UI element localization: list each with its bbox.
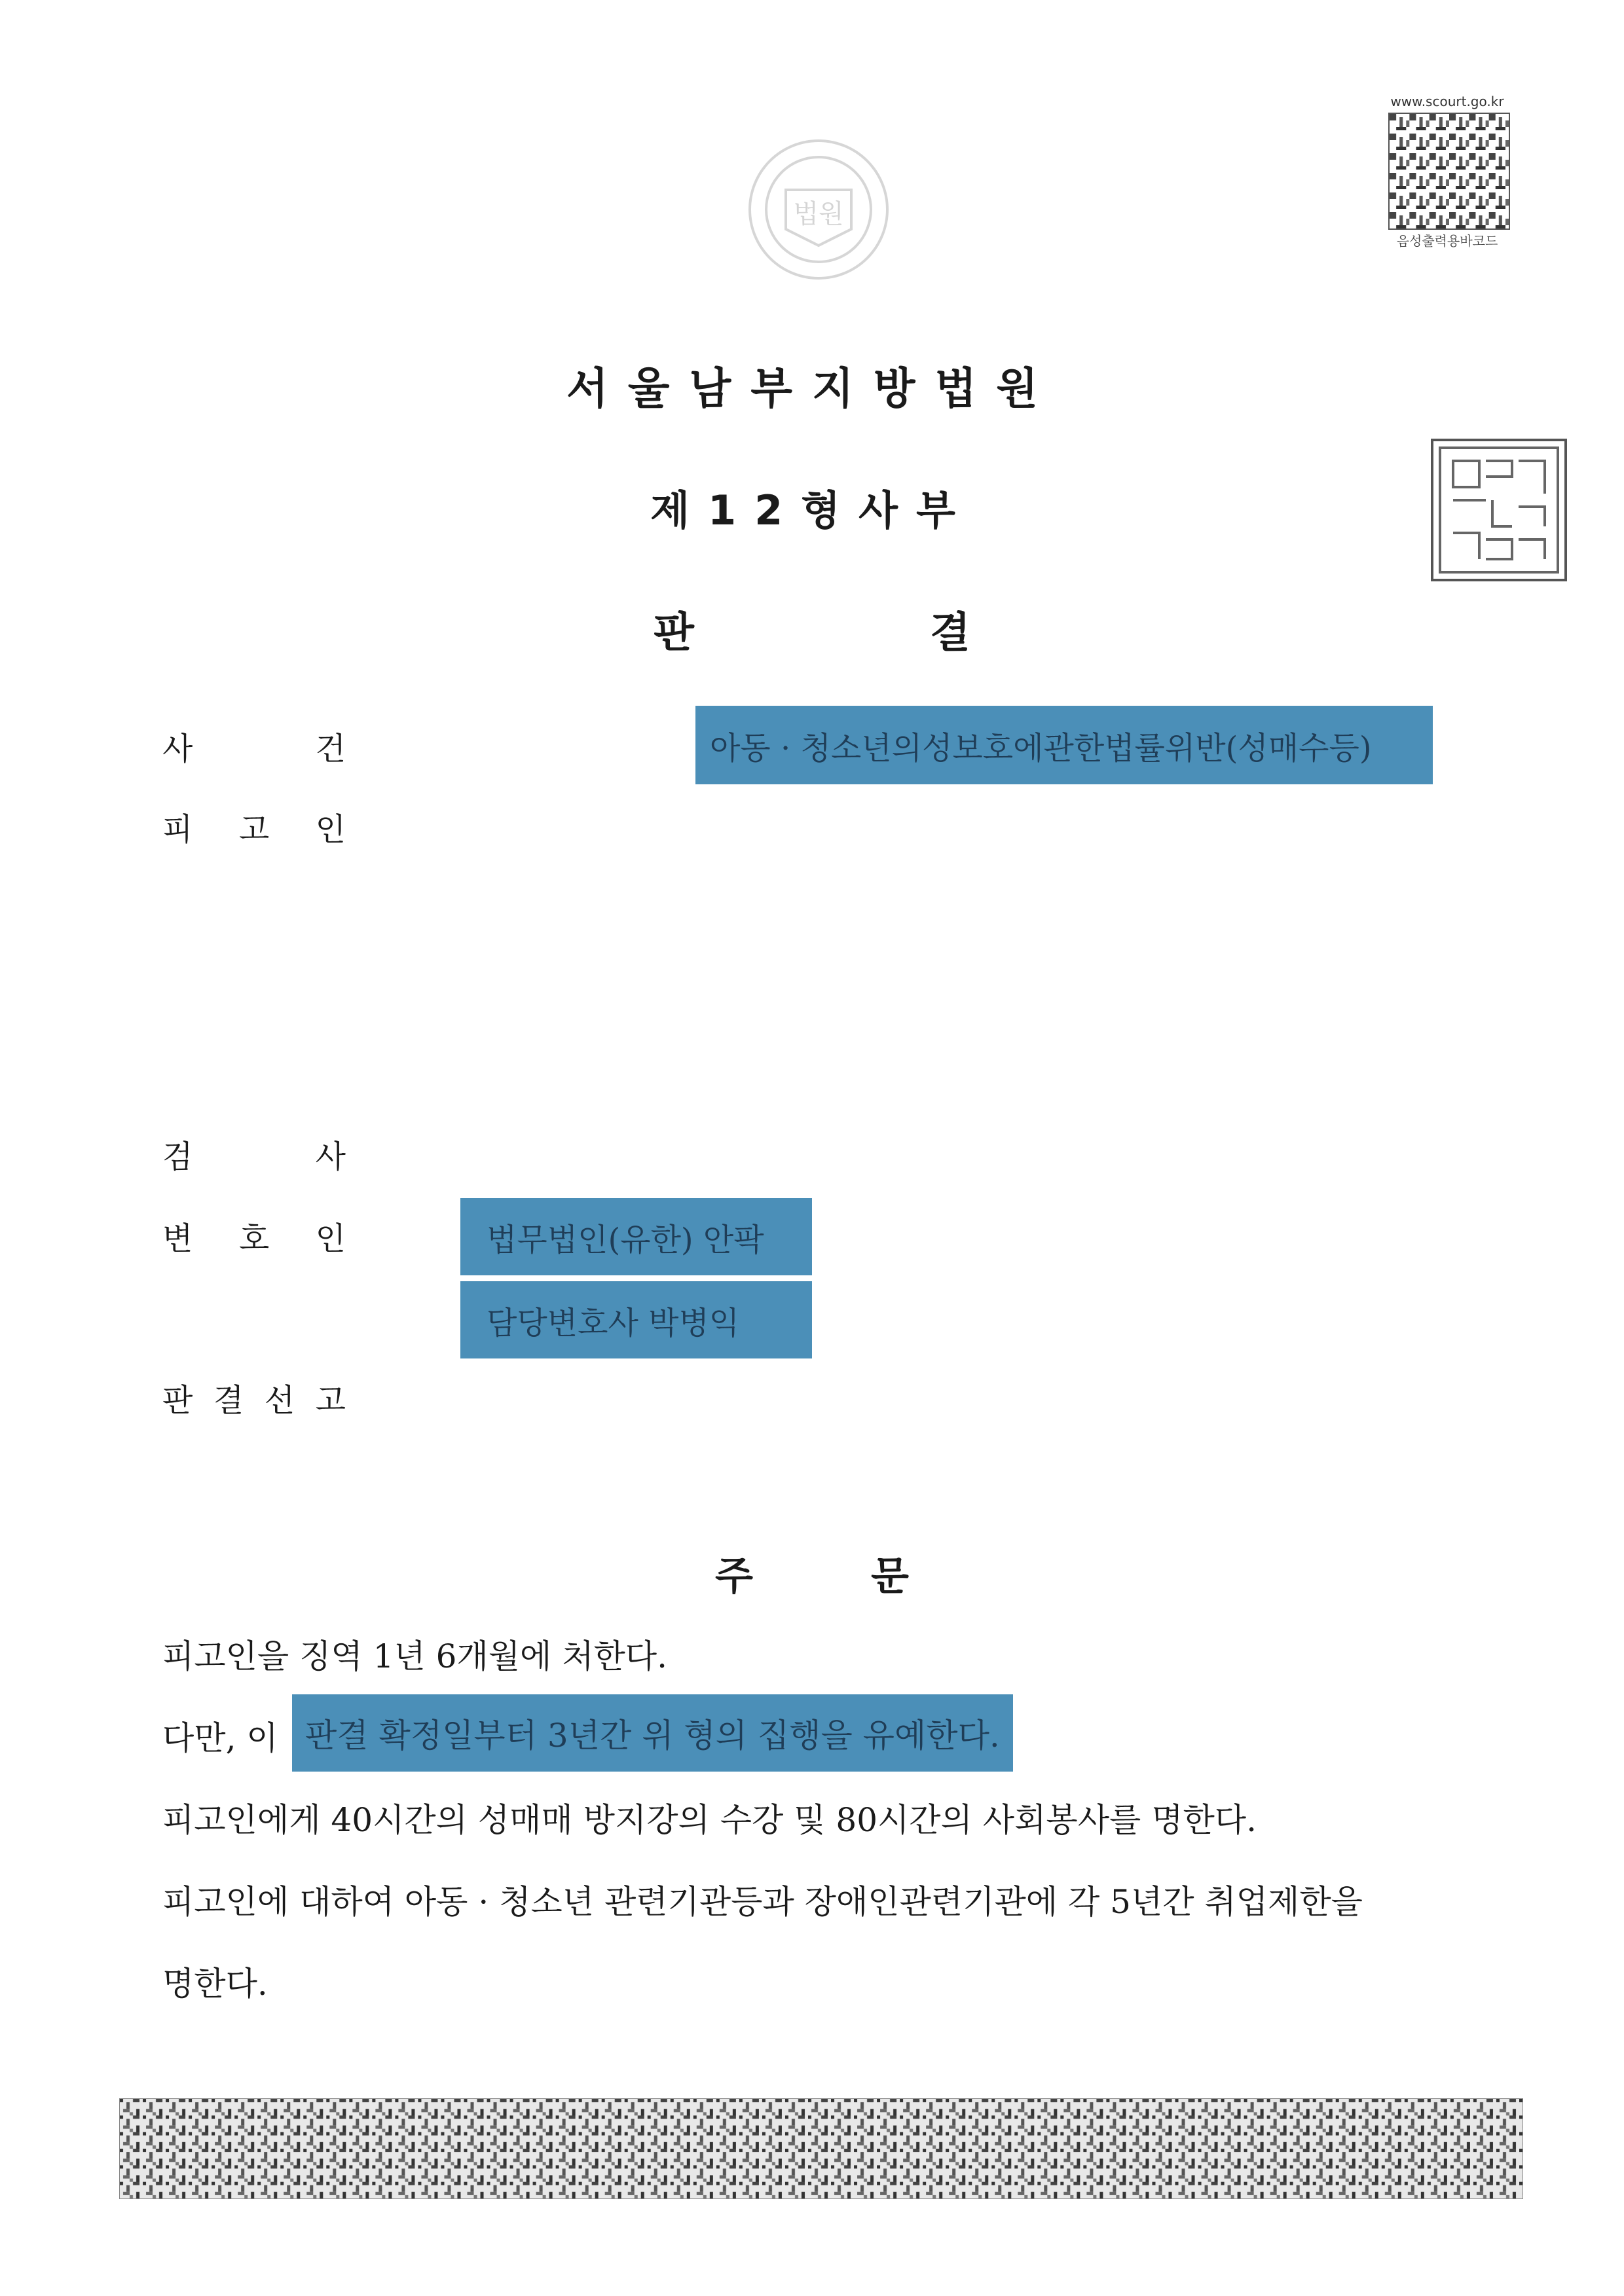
division-name: 제12형사부 (650, 486, 974, 534)
sentence-date-label: 판 결 선 고 (162, 1382, 346, 1419)
order-title-right: 문 (871, 1554, 909, 1599)
case-label: 사 건 (162, 731, 346, 767)
order-section-title (0, 1545, 1624, 1601)
title-char-right: 결 (930, 609, 970, 657)
defendant-label: 피 고 인 (162, 811, 346, 848)
order-line-2-highlight: 판결 확정일부터 3년간 위 형의 집행을 유예한다. (292, 1694, 1013, 1772)
order-line-4: 피고인에 대하여 아동 · 청소년 관련기관등과 장애인관련기관에 각 5년간 취업제한을 (162, 1883, 1363, 1921)
emblem-text: 법원 (793, 199, 844, 229)
order-line-3: 피고인에게 40시간의 성매매 방지강의 수강 및 80시간의 사회봉사를 명한다. (162, 1801, 1257, 1839)
counsel-firm-value: 법무법인(유한) 안팍 (460, 1198, 812, 1275)
prosecutor-label: 검 사 (162, 1139, 346, 1175)
title-char-left: 판 (654, 609, 694, 657)
case-name-value: 아동 · 청소년의성보호에관한법률위반(성매수등) (695, 706, 1433, 784)
qr-url-text: www.scourt.go.kr (1390, 94, 1504, 109)
court-name: 서울남부지방법원 (566, 363, 1058, 414)
counsel-lawyer-value: 담당변호사 박병익 (460, 1281, 812, 1358)
order-line-1: 피고인을 징역 1년 6개월에 처한다. (162, 1637, 667, 1675)
order-line-5: 명한다. (162, 1965, 268, 2003)
counsel-label: 변 호 인 (162, 1220, 346, 1257)
order-line-2-prefix: 다만, 이 (162, 1719, 278, 1757)
document-title (0, 599, 1624, 659)
court-emblem-icon (740, 131, 897, 288)
order-title-left: 주 (715, 1554, 753, 1599)
qr-caption-text: 음성출력용바코드 (1396, 233, 1498, 249)
qr-code-icon (1388, 113, 1510, 230)
document-barcode-icon (119, 2098, 1523, 2199)
